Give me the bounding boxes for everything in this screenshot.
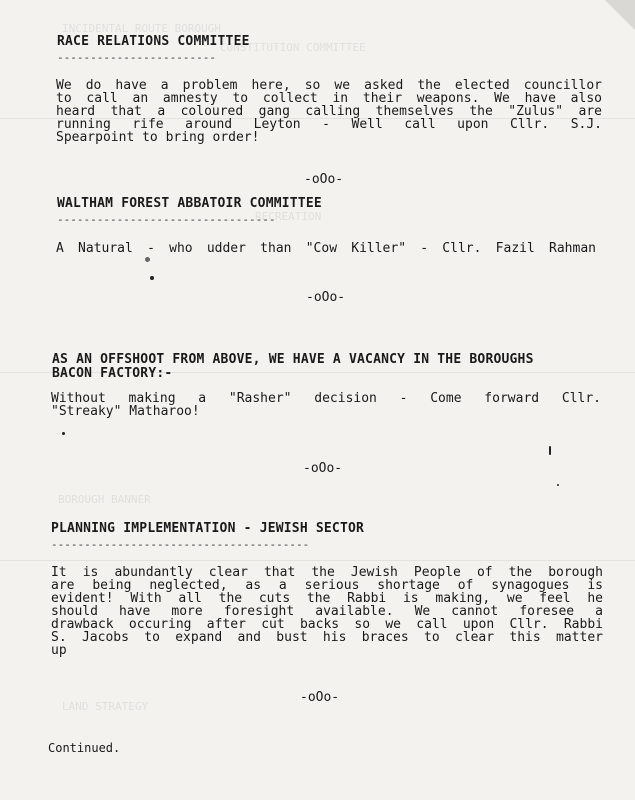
ink-blot [150, 276, 154, 280]
ink-mark [549, 446, 551, 455]
ink-dot [557, 484, 559, 486]
section-heading-abattoir: WALTHAM FOREST ABBATOIR COMMITTEE [57, 196, 322, 211]
show-through-text: RECREATION [255, 210, 322, 223]
ink-blot [145, 257, 150, 262]
text-line: S. Jacobs to expand and bust his braces to clear this matter [51, 630, 603, 645]
text-line: up [51, 643, 67, 658]
text-line: Spearpoint to bring order! [56, 130, 260, 145]
section-heading-bacon-factory: AS AN OFFSHOOT FROM ABOVE, WE HAVE A VACANCY IN THE BOROUGHS [52, 352, 534, 367]
race-relations-paragraph [56, 79, 602, 144]
text-line: drawback occuring after cut backs so we call upon Cllr. Rabbi [51, 617, 603, 632]
heading-underline: ------------------------ [57, 51, 216, 64]
ink-dot [62, 432, 65, 435]
planning-paragraph [51, 566, 603, 657]
text-line: are being neglected, as a serious shortage of synagogues is [51, 578, 603, 593]
text-line: evident! With all the cuts the Rabbi is making, we feel he [51, 591, 603, 606]
heading-underline: --------------------------------- [57, 213, 276, 226]
section-heading-planning: PLANNING IMPLEMENTATION - JEWISH SECTOR [51, 521, 365, 536]
text-line: should have more foresight available. We cannot foresee a [51, 604, 603, 619]
show-through-text: INCIDENTAL ROUTE BOROUGH [62, 22, 221, 35]
text-line: Without making a "Rasher" decision - Come forward Cllr. [51, 391, 601, 406]
text-line: to call an amnesty to collect in their weapons. We have also [56, 91, 602, 106]
text-line: "Streaky" Matharoo! [51, 404, 200, 419]
text-line: heard that a coloured gang calling themselves the "Zulus" are [56, 104, 602, 119]
text-line: running rife around Leyton - Well call upon Cllr. S.J. [56, 117, 602, 132]
continued-footer: Continued. [48, 741, 121, 755]
section-separator: -oOo- [304, 172, 344, 187]
section-separator: -oOo- [300, 690, 340, 705]
folded-corner [605, 0, 635, 30]
show-through-text: CONSTITUTION COMMITTEE [220, 41, 366, 54]
section-heading-bacon-factory-cont: BACON FACTORY:- [52, 366, 173, 381]
heading-underline: --------------------------------------- [51, 538, 310, 551]
abattoir-paragraph [56, 242, 596, 255]
text-line: It is abundantly clear that the Jewish People of the borough [51, 565, 603, 580]
show-through-text: LAND STRATEGY [62, 700, 149, 713]
section-separator: -oOo- [306, 290, 346, 305]
section-separator: -oOo- [303, 461, 343, 476]
text-line: We do have a problem here, so we asked the elected councillor [56, 78, 602, 93]
section-heading-race-relations: RACE RELATIONS COMMITTEE [57, 34, 250, 49]
bacon-factory-paragraph [51, 392, 601, 418]
fold-line [0, 560, 635, 561]
show-through-text: BOROUGH BANNER [58, 493, 151, 506]
text-line: A Natural - who udder than "Cow Killer" - Cllr. Fazil Rahman [56, 241, 596, 256]
